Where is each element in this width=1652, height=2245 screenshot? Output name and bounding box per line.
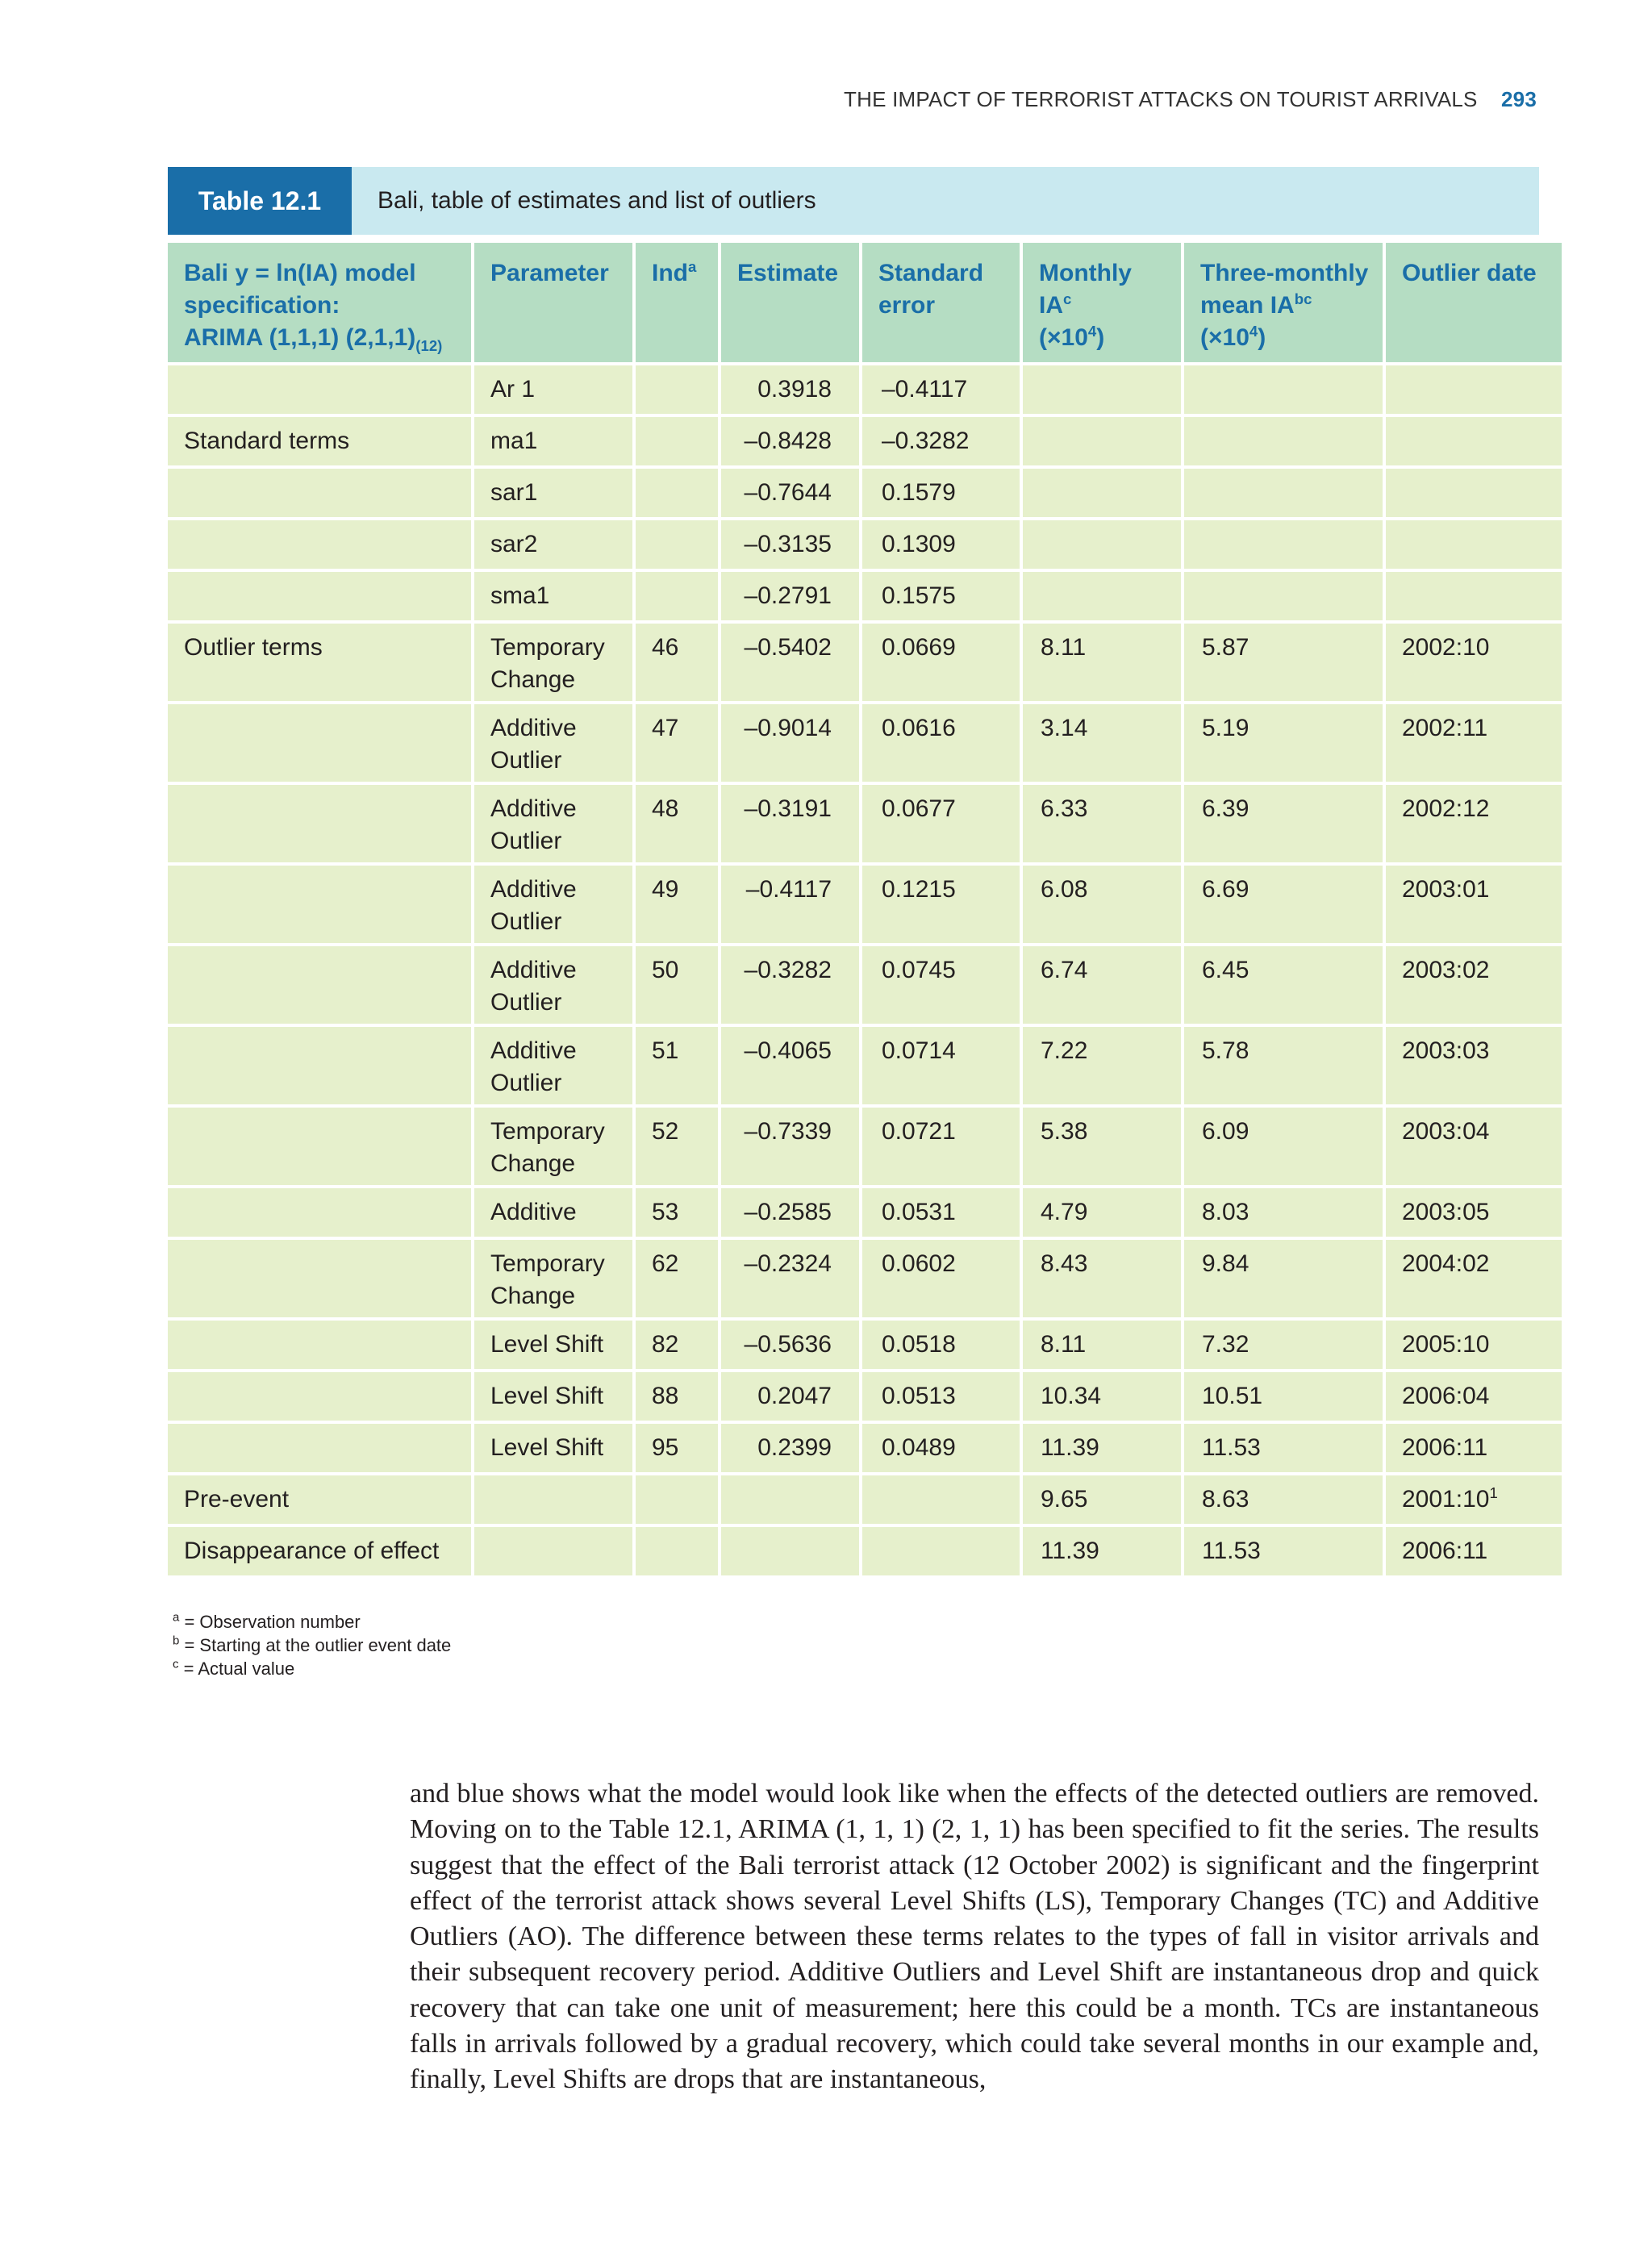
header-parameter: Parameter bbox=[474, 243, 632, 362]
cell-group bbox=[168, 1424, 471, 1472]
cell-ind bbox=[636, 469, 718, 517]
cell-outlier-date: 2005:10 bbox=[1386, 1321, 1562, 1369]
cell-estimate: –0.4117 bbox=[721, 866, 859, 943]
table-row bbox=[168, 1188, 1562, 1237]
cell-standard-error: 0.0489 bbox=[862, 1424, 1020, 1472]
body-paragraph: and blue shows what the model would look like when the effects of the detected outliers are removed. Moving on to the Table 12.1, ARIMA (1, 1, 1) (2, 1, 1) has been specified to fit the series. The results suggest that the effect of the Bali terrorist attack (12 October 2002) is significant and the fingerprint effect of the terrorist attack shows several Level Shifts (LS), Temporary Changes (TC) and Additive Outliers (AO). The difference between these terms relates to the types of fall in visitor arrivals and their subsequent recovery period. Additive Outliers and Level Shift are instantaneous drop and quick recovery that can take one unit of measurement; here this could be a month. TCs are instantaneous falls in arrivals followed by a gradual recovery, which could take several months in our example and, finally, Level Shifts are drops that are instantaneous, bbox=[410, 1779, 1539, 2095]
cell-monthly-ia: 10.34 bbox=[1023, 1372, 1181, 1421]
cell-outlier-date: 2002:10 bbox=[1386, 624, 1562, 701]
table-caption-bar bbox=[168, 167, 1539, 235]
cell-parameter: Additive Outlier bbox=[474, 704, 632, 782]
table-row bbox=[168, 946, 1562, 1024]
cell-outlier-date: 2002:12 bbox=[1386, 785, 1562, 862]
cell-outlier-date bbox=[1386, 520, 1562, 569]
cell-outlier-date: 2006:04 bbox=[1386, 1372, 1562, 1421]
cell-three-monthly-mean bbox=[1184, 417, 1383, 465]
cell-standard-error: –0.3282 bbox=[862, 417, 1020, 465]
cell-monthly-ia bbox=[1023, 365, 1181, 414]
cell-group bbox=[168, 704, 471, 782]
cell-outlier-date: 2002:11 bbox=[1386, 704, 1562, 782]
cell-estimate: –0.7339 bbox=[721, 1108, 859, 1185]
cell-standard-error: 0.1575 bbox=[862, 572, 1020, 620]
cell-standard-error: 0.0513 bbox=[862, 1372, 1020, 1421]
cell-group bbox=[168, 946, 471, 1024]
cell-outlier-date: 2003:03 bbox=[1386, 1027, 1562, 1104]
table-row bbox=[168, 1475, 1562, 1524]
cell-standard-error: 0.0602 bbox=[862, 1240, 1020, 1317]
cell-three-monthly-mean: 6.09 bbox=[1184, 1108, 1383, 1185]
cell-monthly-ia: 7.22 bbox=[1023, 1027, 1181, 1104]
cell-standard-error: 0.0677 bbox=[862, 785, 1020, 862]
cell-ind bbox=[636, 365, 718, 414]
cell-parameter: sma1 bbox=[474, 572, 632, 620]
cell-three-monthly-mean: 10.51 bbox=[1184, 1372, 1383, 1421]
cell-ind: 52 bbox=[636, 1108, 718, 1185]
cell-three-monthly-mean: 11.53 bbox=[1184, 1424, 1383, 1472]
cell-group bbox=[168, 785, 471, 862]
footnote-a: $^a$ = Observation number bbox=[173, 1610, 361, 1632]
cell-parameter: sar1 bbox=[474, 469, 632, 517]
table-row bbox=[168, 417, 1562, 465]
table-body bbox=[168, 365, 1562, 1575]
cell-ind bbox=[636, 1475, 718, 1524]
cell-standard-error bbox=[862, 1527, 1020, 1575]
header-model-spec: Bali y = ln(IA) model specification: ARIMA (1,1,1) $(2,1,1)_{(12)}$ bbox=[168, 243, 471, 362]
cell-three-monthly-mean: 9.84 bbox=[1184, 1240, 1383, 1317]
running-head-title: THE IMPACT OF TERRORIST ATTACKS ON TOURIST ARRIVALS bbox=[844, 87, 1478, 111]
cell-monthly-ia: 8.11 bbox=[1023, 1321, 1181, 1369]
table-row bbox=[168, 520, 1562, 569]
cell-parameter: Level Shift bbox=[474, 1424, 632, 1472]
table-row bbox=[168, 1321, 1562, 1369]
cell-monthly-ia: 4.79 bbox=[1023, 1188, 1181, 1237]
cell-parameter: Additive Outlier bbox=[474, 866, 632, 943]
cell-ind: 53 bbox=[636, 1188, 718, 1237]
cell-outlier-date: $2001:10^1$ bbox=[1386, 1475, 1562, 1524]
cell-estimate: –0.3282 bbox=[721, 946, 859, 1024]
cell-standard-error: 0.0518 bbox=[862, 1321, 1020, 1369]
cell-monthly-ia: 11.39 bbox=[1023, 1527, 1181, 1575]
table-row bbox=[168, 1108, 1562, 1185]
cell-group bbox=[168, 1108, 471, 1185]
cell-group bbox=[168, 572, 471, 620]
cell-three-monthly-mean: 6.69 bbox=[1184, 866, 1383, 943]
cell-three-monthly-mean: 5.78 bbox=[1184, 1027, 1383, 1104]
header-outlier-date: Outlier date bbox=[1386, 243, 1562, 362]
cell-outlier-date bbox=[1386, 572, 1562, 620]
cell-three-monthly-mean bbox=[1184, 520, 1383, 569]
cell-ind bbox=[636, 1527, 718, 1575]
cell-estimate: –0.3135 bbox=[721, 520, 859, 569]
cell-monthly-ia bbox=[1023, 469, 1181, 517]
cell-group: Pre-event bbox=[168, 1475, 471, 1524]
cell-parameter: Additive Outlier bbox=[474, 1027, 632, 1104]
page-number: 293 bbox=[1501, 87, 1537, 111]
cell-group bbox=[168, 1027, 471, 1104]
cell-ind: 88 bbox=[636, 1372, 718, 1421]
cell-parameter: Level Shift bbox=[474, 1372, 632, 1421]
header-ind: Ind$^a$ bbox=[636, 243, 718, 362]
cell-outlier-date: 2003:04 bbox=[1386, 1108, 1562, 1185]
table-caption: Bali, table of estimates and list of outliers bbox=[378, 187, 816, 214]
cell-estimate: 0.2399 bbox=[721, 1424, 859, 1472]
cell-estimate: –0.2585 bbox=[721, 1188, 859, 1237]
cell-three-monthly-mean: 8.03 bbox=[1184, 1188, 1383, 1237]
header-three-monthly-mean: Three-monthly mean $IA^{bc}$ $(\times 10^4)$ bbox=[1184, 243, 1383, 362]
table-row bbox=[168, 1527, 1562, 1575]
footnote-b: $^b$ = Starting at the outlier event date bbox=[173, 1634, 452, 1655]
cell-outlier-date: 2006:11 bbox=[1386, 1424, 1562, 1472]
cell-standard-error bbox=[862, 1475, 1020, 1524]
cell-three-monthly-mean bbox=[1184, 572, 1383, 620]
cell-three-monthly-mean: 5.87 bbox=[1184, 624, 1383, 701]
cell-estimate: –0.9014 bbox=[721, 704, 859, 782]
table-label: Table 12.1 bbox=[168, 167, 352, 235]
cell-monthly-ia: 9.65 bbox=[1023, 1475, 1181, 1524]
cell-monthly-ia bbox=[1023, 520, 1181, 569]
cell-monthly-ia: 6.74 bbox=[1023, 946, 1181, 1024]
cell-parameter: sar2 bbox=[474, 520, 632, 569]
cell-monthly-ia: 5.38 bbox=[1023, 1108, 1181, 1185]
cell-outlier-date: 2003:05 bbox=[1386, 1188, 1562, 1237]
cell-standard-error: 0.0721 bbox=[862, 1108, 1020, 1185]
cell-ind: 82 bbox=[636, 1321, 718, 1369]
cell-group bbox=[168, 365, 471, 414]
table-row bbox=[168, 1027, 1562, 1104]
cell-parameter bbox=[474, 1475, 632, 1524]
cell-three-monthly-mean: 11.53 bbox=[1184, 1527, 1383, 1575]
cell-ind: 95 bbox=[636, 1424, 718, 1472]
cell-parameter: Temporary Change bbox=[474, 1240, 632, 1317]
table-row bbox=[168, 785, 1562, 862]
cell-standard-error: 0.1309 bbox=[862, 520, 1020, 569]
table-row bbox=[168, 704, 1562, 782]
cell-ind bbox=[636, 520, 718, 569]
table-footnotes bbox=[173, 1610, 451, 1680]
cell-monthly-ia: 8.43 bbox=[1023, 1240, 1181, 1317]
footnote-c: $^c$ = Actual value bbox=[173, 1657, 295, 1679]
cell-monthly-ia: 6.33 bbox=[1023, 785, 1181, 862]
cell-estimate: –0.3191 bbox=[721, 785, 859, 862]
cell-standard-error: 0.0714 bbox=[862, 1027, 1020, 1104]
cell-monthly-ia bbox=[1023, 572, 1181, 620]
table-row bbox=[168, 866, 1562, 943]
cell-parameter: Temporary Change bbox=[474, 1108, 632, 1185]
cell-standard-error: 0.0745 bbox=[862, 946, 1020, 1024]
cell-ind: 50 bbox=[636, 946, 718, 1024]
cell-parameter: Additive Outlier bbox=[474, 946, 632, 1024]
cell-ind: 46 bbox=[636, 624, 718, 701]
cell-outlier-date: 2004:02 bbox=[1386, 1240, 1562, 1317]
header-standard-error: Standard error bbox=[862, 243, 1020, 362]
cell-monthly-ia: 8.11 bbox=[1023, 624, 1181, 701]
cell-group bbox=[168, 1321, 471, 1369]
cell-ind: 47 bbox=[636, 704, 718, 782]
cell-monthly-ia: 6.08 bbox=[1023, 866, 1181, 943]
cell-estimate: –0.7644 bbox=[721, 469, 859, 517]
cell-outlier-date: 2003:01 bbox=[1386, 866, 1562, 943]
cell-outlier-date bbox=[1386, 469, 1562, 517]
table-row bbox=[168, 572, 1562, 620]
running-head bbox=[844, 87, 1537, 112]
table-header-row bbox=[168, 243, 1562, 362]
cell-standard-error: 0.0531 bbox=[862, 1188, 1020, 1237]
cell-estimate: 0.2047 bbox=[721, 1372, 859, 1421]
cell-monthly-ia bbox=[1023, 417, 1181, 465]
cell-group bbox=[168, 1188, 471, 1237]
cell-standard-error: 0.1215 bbox=[862, 866, 1020, 943]
cell-three-monthly-mean: 6.45 bbox=[1184, 946, 1383, 1024]
cell-ind: 49 bbox=[636, 866, 718, 943]
cell-three-monthly-mean: 6.39 bbox=[1184, 785, 1383, 862]
cell-monthly-ia: 11.39 bbox=[1023, 1424, 1181, 1472]
cell-outlier-date bbox=[1386, 365, 1562, 414]
table-row bbox=[168, 365, 1562, 414]
table-row bbox=[168, 1424, 1562, 1472]
table-row bbox=[168, 1372, 1562, 1421]
cell-group bbox=[168, 1240, 471, 1317]
table-row bbox=[168, 624, 1562, 701]
cell-three-monthly-mean bbox=[1184, 365, 1383, 414]
header-estimate: Estimate bbox=[721, 243, 859, 362]
cell-ind: 48 bbox=[636, 785, 718, 862]
cell-estimate bbox=[721, 1527, 859, 1575]
cell-three-monthly-mean: 8.63 bbox=[1184, 1475, 1383, 1524]
cell-ind bbox=[636, 572, 718, 620]
cell-standard-error: –0.4117 bbox=[862, 365, 1020, 414]
cell-parameter: Additive bbox=[474, 1188, 632, 1237]
cell-ind bbox=[636, 417, 718, 465]
cell-estimate: –0.2791 bbox=[721, 572, 859, 620]
cell-group: Outlier terms bbox=[168, 624, 471, 701]
cell-outlier-date bbox=[1386, 417, 1562, 465]
cell-estimate: –0.5636 bbox=[721, 1321, 859, 1369]
cell-parameter: Temporary Change bbox=[474, 624, 632, 701]
cell-estimate: –0.8428 bbox=[721, 417, 859, 465]
cell-parameter: Ar 1 bbox=[474, 365, 632, 414]
cell-standard-error: 0.0616 bbox=[862, 704, 1020, 782]
cell-three-monthly-mean bbox=[1184, 469, 1383, 517]
cell-parameter bbox=[474, 1527, 632, 1575]
cell-monthly-ia: 3.14 bbox=[1023, 704, 1181, 782]
estimates-table bbox=[165, 240, 1565, 1579]
cell-three-monthly-mean: 7.32 bbox=[1184, 1321, 1383, 1369]
cell-group bbox=[168, 520, 471, 569]
cell-parameter: Additive Outlier bbox=[474, 785, 632, 862]
cell-group: Standard terms bbox=[168, 417, 471, 465]
cell-ind: 51 bbox=[636, 1027, 718, 1104]
header-monthly-ia: Monthly $IA^c$ $(\times 10^4)$ bbox=[1023, 243, 1181, 362]
cell-group bbox=[168, 866, 471, 943]
cell-ind: 62 bbox=[636, 1240, 718, 1317]
cell-parameter: Level Shift bbox=[474, 1321, 632, 1369]
cell-three-monthly-mean: 5.19 bbox=[1184, 704, 1383, 782]
cell-group bbox=[168, 469, 471, 517]
cell-group: Disappearance of effect bbox=[168, 1527, 471, 1575]
cell-estimate: –0.5402 bbox=[721, 624, 859, 701]
cell-standard-error: 0.1579 bbox=[862, 469, 1020, 517]
cell-standard-error: 0.0669 bbox=[862, 624, 1020, 701]
cell-estimate bbox=[721, 1475, 859, 1524]
cell-estimate: –0.2324 bbox=[721, 1240, 859, 1317]
cell-estimate: 0.3918 bbox=[721, 365, 859, 414]
cell-outlier-date: 2003:02 bbox=[1386, 946, 1562, 1024]
table-row bbox=[168, 1240, 1562, 1317]
table-row bbox=[168, 469, 1562, 517]
cell-estimate: –0.4065 bbox=[721, 1027, 859, 1104]
cell-parameter: ma1 bbox=[474, 417, 632, 465]
cell-outlier-date: 2006:11 bbox=[1386, 1527, 1562, 1575]
cell-group bbox=[168, 1372, 471, 1421]
